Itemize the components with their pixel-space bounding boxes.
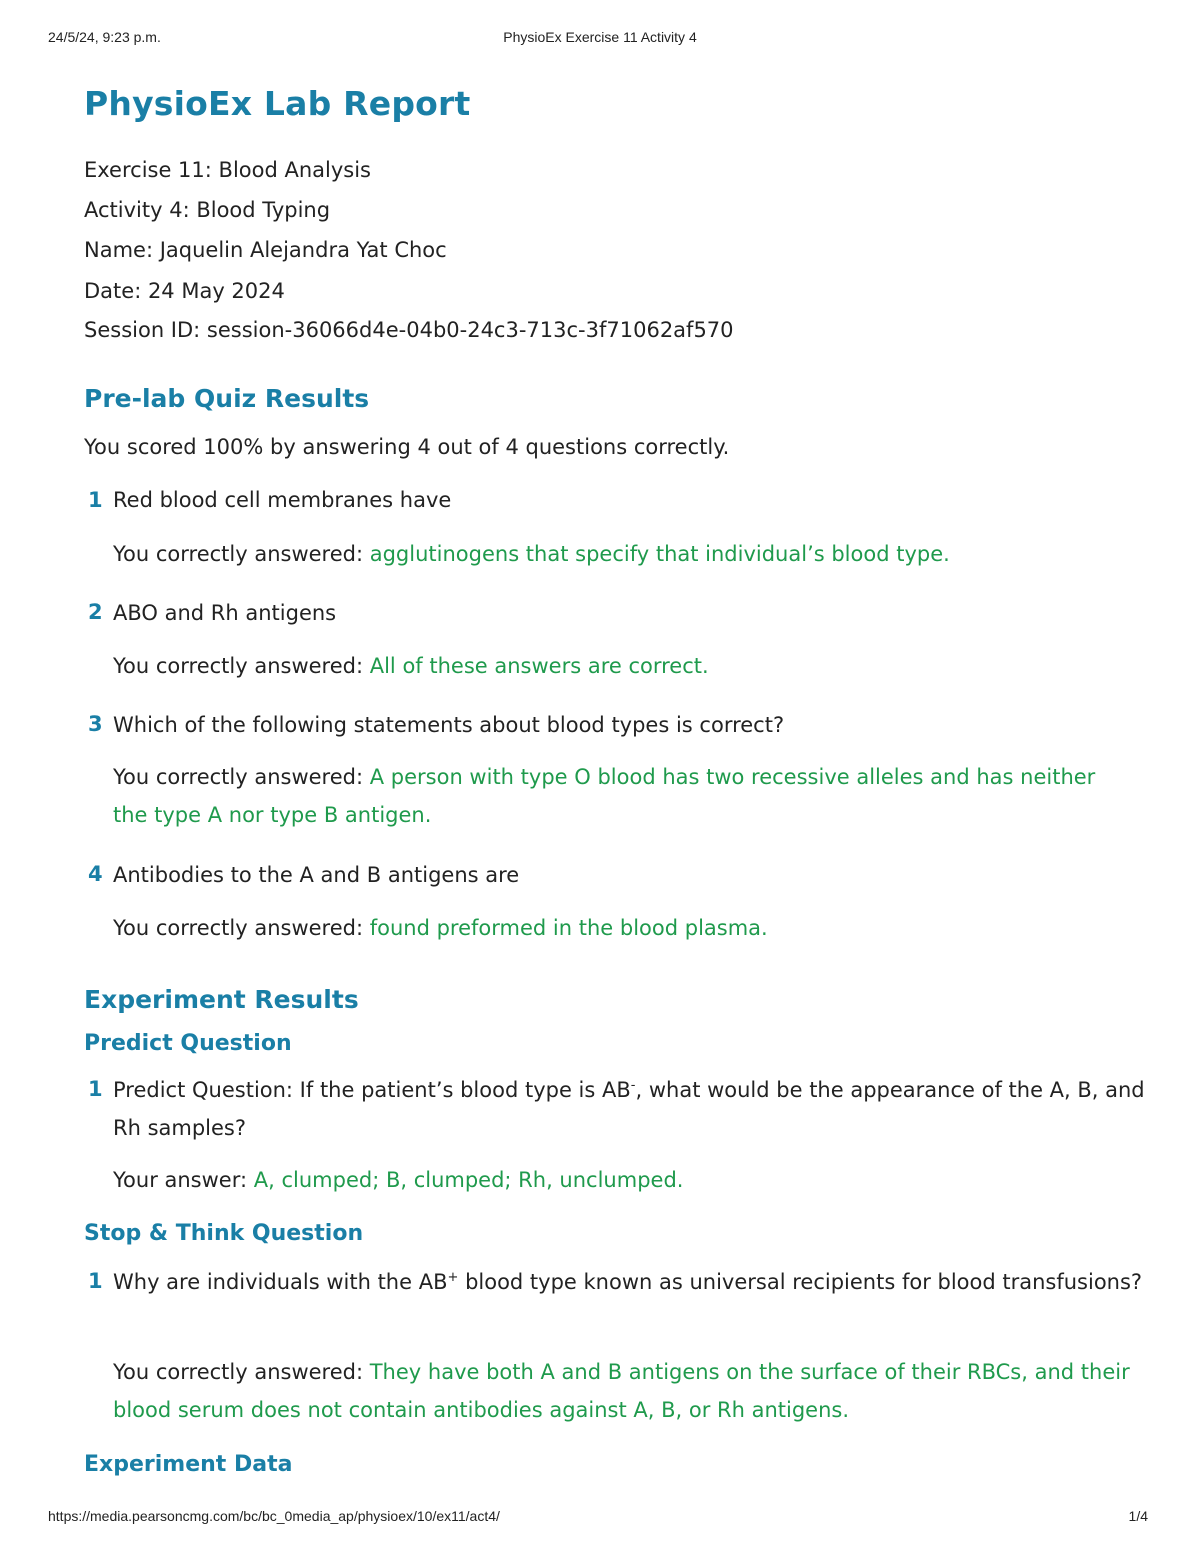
predict-question-number: 1 [88,1077,103,1101]
question-text-part: blood type known as universal recipients for blood transfusions? [458,1270,1143,1294]
prelab-answer [113,535,1133,573]
activity-line: Activity 4: Blood Typing [84,198,331,222]
answer-prefix: You correctly answered: [113,765,370,789]
prelab-question-text: ABO and Rh antigens [113,601,337,625]
question-text-part: , what would be the appearance of the A, B, and Rh samples? [113,1078,1145,1140]
stop-think-question-number: 1 [88,1269,103,1293]
prelab-question-text: Which of the following statements about blood types is correct? [113,713,785,737]
stop-think-question-text [113,1263,1153,1301]
prelab-question-number: 3 [88,712,103,736]
superscript-sign: + [447,1270,459,1285]
answer-text: A, clumped; B, clumped; Rh, unclumped. [253,1168,684,1192]
page-title: PhysioEx Lab Report [84,84,471,123]
superscript-sign: - [630,1078,636,1093]
prelab-question-text: Red blood cell membranes have [113,488,452,512]
prelab-question-number: 1 [88,488,103,512]
stop-think-answer [113,1353,1133,1429]
predict-question-text [113,1071,1153,1147]
page-url: https://media.pearsoncmg.com/bc/bc_0media_ap/physioex/10/ex11/act4/ [48,1508,500,1524]
prelab-answer [113,758,1133,834]
predict-answer [113,1161,1133,1199]
correct-answer-text: All of these answers are correct. [369,654,709,678]
correct-answer-text: They have both A and B antigens on the surface of their RBCs, and their blood serum does not contain antibodies against A, B, or Rh antigens. [113,1360,1130,1422]
date-line: Date: 24 May 2024 [84,279,285,303]
predict-question-heading: Predict Question [84,1031,292,1056]
prelab-heading: Pre-lab Quiz Results [84,384,370,413]
prelab-question-number: 2 [88,600,103,624]
experiment-data-heading: Experiment Data [84,1452,293,1477]
prelab-answer [113,909,1133,947]
question-text-part: Predict Question: If the patient’s blood type is AB [113,1078,631,1102]
print-header [0,29,1200,47]
correct-answer-text: found preformed in the blood plasma. [369,916,768,940]
answer-prefix: You correctly answered: [113,1360,370,1384]
exercise-line: Exercise 11: Blood Analysis [84,158,371,182]
answer-prefix: You correctly answered: [113,916,370,940]
answer-prefix: You correctly answered: [113,542,370,566]
session-id-line: Session ID: session-36066d4e-04b0-24c3-713c-3f71062af570 [84,318,734,342]
answer-prefix: Your answer: [113,1168,254,1192]
page-number: 1/4 [1128,1508,1148,1524]
stop-think-heading: Stop & Think Question [84,1221,364,1246]
correct-answer-text: A person with type O blood has two recessive alleles and has neither the type A nor type B antigen. [113,765,1096,827]
print-datetime: 24/5/24, 9:23 p.m. [48,29,161,45]
prelab-score-text: You scored 100% by answering 4 out of 4 questions correctly. [84,435,730,459]
experiment-results-heading: Experiment Results [84,985,359,1014]
question-text-part: Why are individuals with the AB [113,1270,448,1294]
correct-answer-text: agglutinogens that specify that individual’s blood type. [369,542,950,566]
student-name-line: Name: Jaquelin Alejandra Yat Choc [84,238,447,262]
prelab-answer [113,647,1133,685]
print-footer [0,1508,1200,1526]
answer-prefix: You correctly answered: [113,654,370,678]
print-title: PhysioEx Exercise 11 Activity 4 [503,29,697,45]
prelab-question-number: 4 [88,862,103,886]
prelab-question-text: Antibodies to the A and B antigens are [113,863,520,887]
